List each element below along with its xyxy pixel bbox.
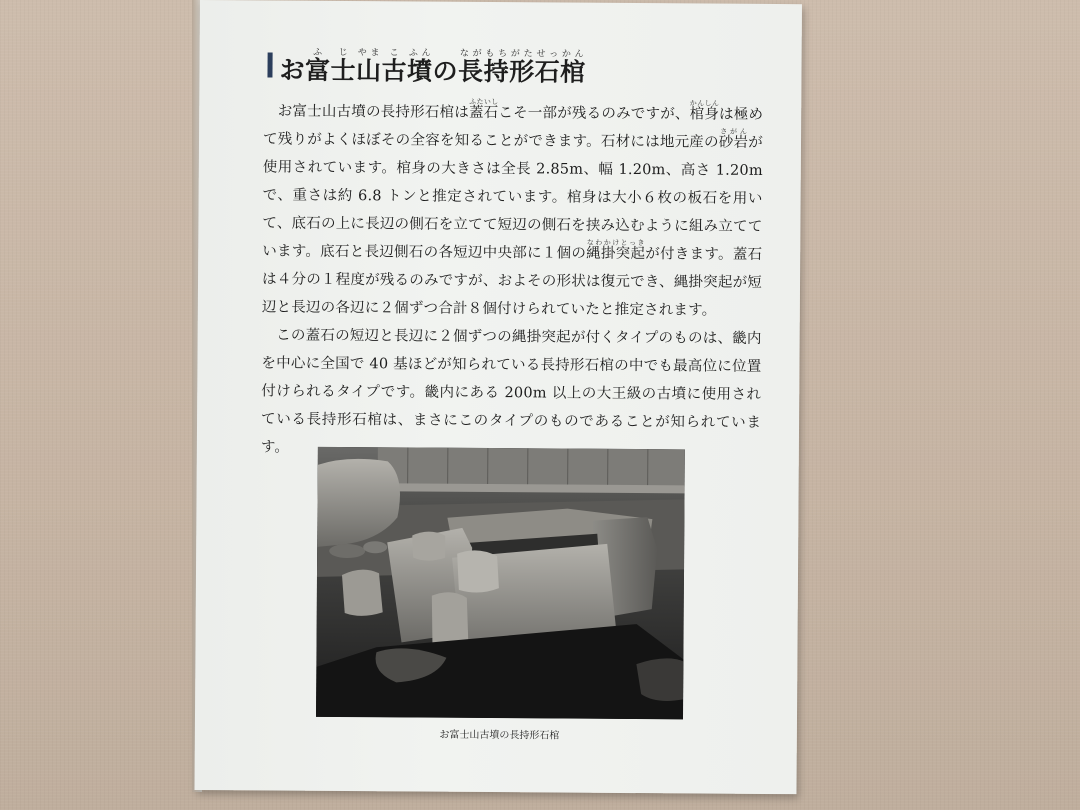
term-reading: かんしん (689, 99, 720, 108)
title-furigana: じ (330, 47, 357, 59)
body-text-run: が付きます。蓋石は４分の１程度が残るのみですが、およその形状は復元でき、縄掛突起が短辺と長辺の各辺に２個ずつ合計８個付けられていたと推定されます。 (261, 246, 763, 319)
term-with-reading: 縄掛突起なわかけとっき (586, 238, 646, 263)
title-char: 墳ふん (406, 48, 433, 86)
term-with-reading: 棺身かんしん (689, 99, 720, 123)
photo-caption: お富士山古墳の長持形石棺 (439, 729, 560, 742)
title-char: 形がた (509, 49, 535, 87)
title-furigana: せっ (534, 49, 561, 60)
term-with-reading: 砂岩さがん (718, 127, 749, 151)
title-char: 棺かん (560, 49, 586, 87)
exhibit-panel (194, 0, 802, 794)
term-reading: さがん (718, 127, 749, 136)
body-paragraph (262, 96, 764, 324)
body-text-run: この蓋石の短辺と長辺に２個ずつの縄掛突起が付くタイプのものは、畿内を中心に全国で 40 基ほどが知られている長持形石棺の中でも最高位に位置付けられるタイプです。畿内にある 200m 以上の大王級の古墳に使用されている長持形石棺は、まさにこのタイプのものであることが知られています。 (260, 327, 762, 456)
body-text-run: お富士山古墳の長持形石棺は (277, 103, 470, 121)
sarcophagus-photo (316, 447, 685, 720)
title-char: お (279, 55, 306, 85)
title-furigana: やま (356, 48, 382, 59)
photo-illustration (316, 447, 685, 720)
term-reading: ふたいし (469, 97, 499, 107)
panel-body-text (261, 96, 764, 464)
title-char: の (432, 56, 459, 86)
title-accent-bar (267, 52, 272, 77)
panel-title (279, 48, 585, 89)
title-furigana: かん (560, 49, 586, 60)
title-furigana: がた (509, 49, 535, 60)
title-furigana: もち (483, 48, 510, 60)
title-char: 山やま (355, 48, 382, 86)
title-furigana: ふん (407, 48, 433, 59)
term-with-reading: 蓋石ふたいし (468, 97, 499, 122)
title-char: 石せっ (534, 49, 561, 87)
term-reading: なわかけとっき (586, 238, 646, 248)
title-furigana: なが (458, 48, 484, 59)
title-char: 長なが (458, 48, 484, 86)
title-char: 士じ (330, 47, 357, 86)
title-char: 富ふ (304, 47, 331, 85)
title-char: 古こ (381, 48, 408, 86)
title-char: 持もち (483, 48, 510, 87)
body-text-run: は極めて残りがよくほぼその全容を知ることができます。石材には地元産の (262, 106, 764, 151)
title-furigana: ふ (305, 47, 331, 58)
body-text-run: が使用されています。棺身の大きさは全長 2.85m、幅 1.20m、高さ 1.20m で、重さは約 6.8 トンと推定されています。棺身は大小６枚の板石を用いて、底石の上に長辺の側石を立てて短辺の側石を挟み込むように組み立てています。底石と長辺側石の各短辺中央部に１個の (262, 134, 764, 262)
body-paragraph (261, 321, 762, 464)
body-text-run: こそ一部が残るのみですが、 (498, 105, 690, 123)
title-furigana: こ (381, 48, 408, 59)
